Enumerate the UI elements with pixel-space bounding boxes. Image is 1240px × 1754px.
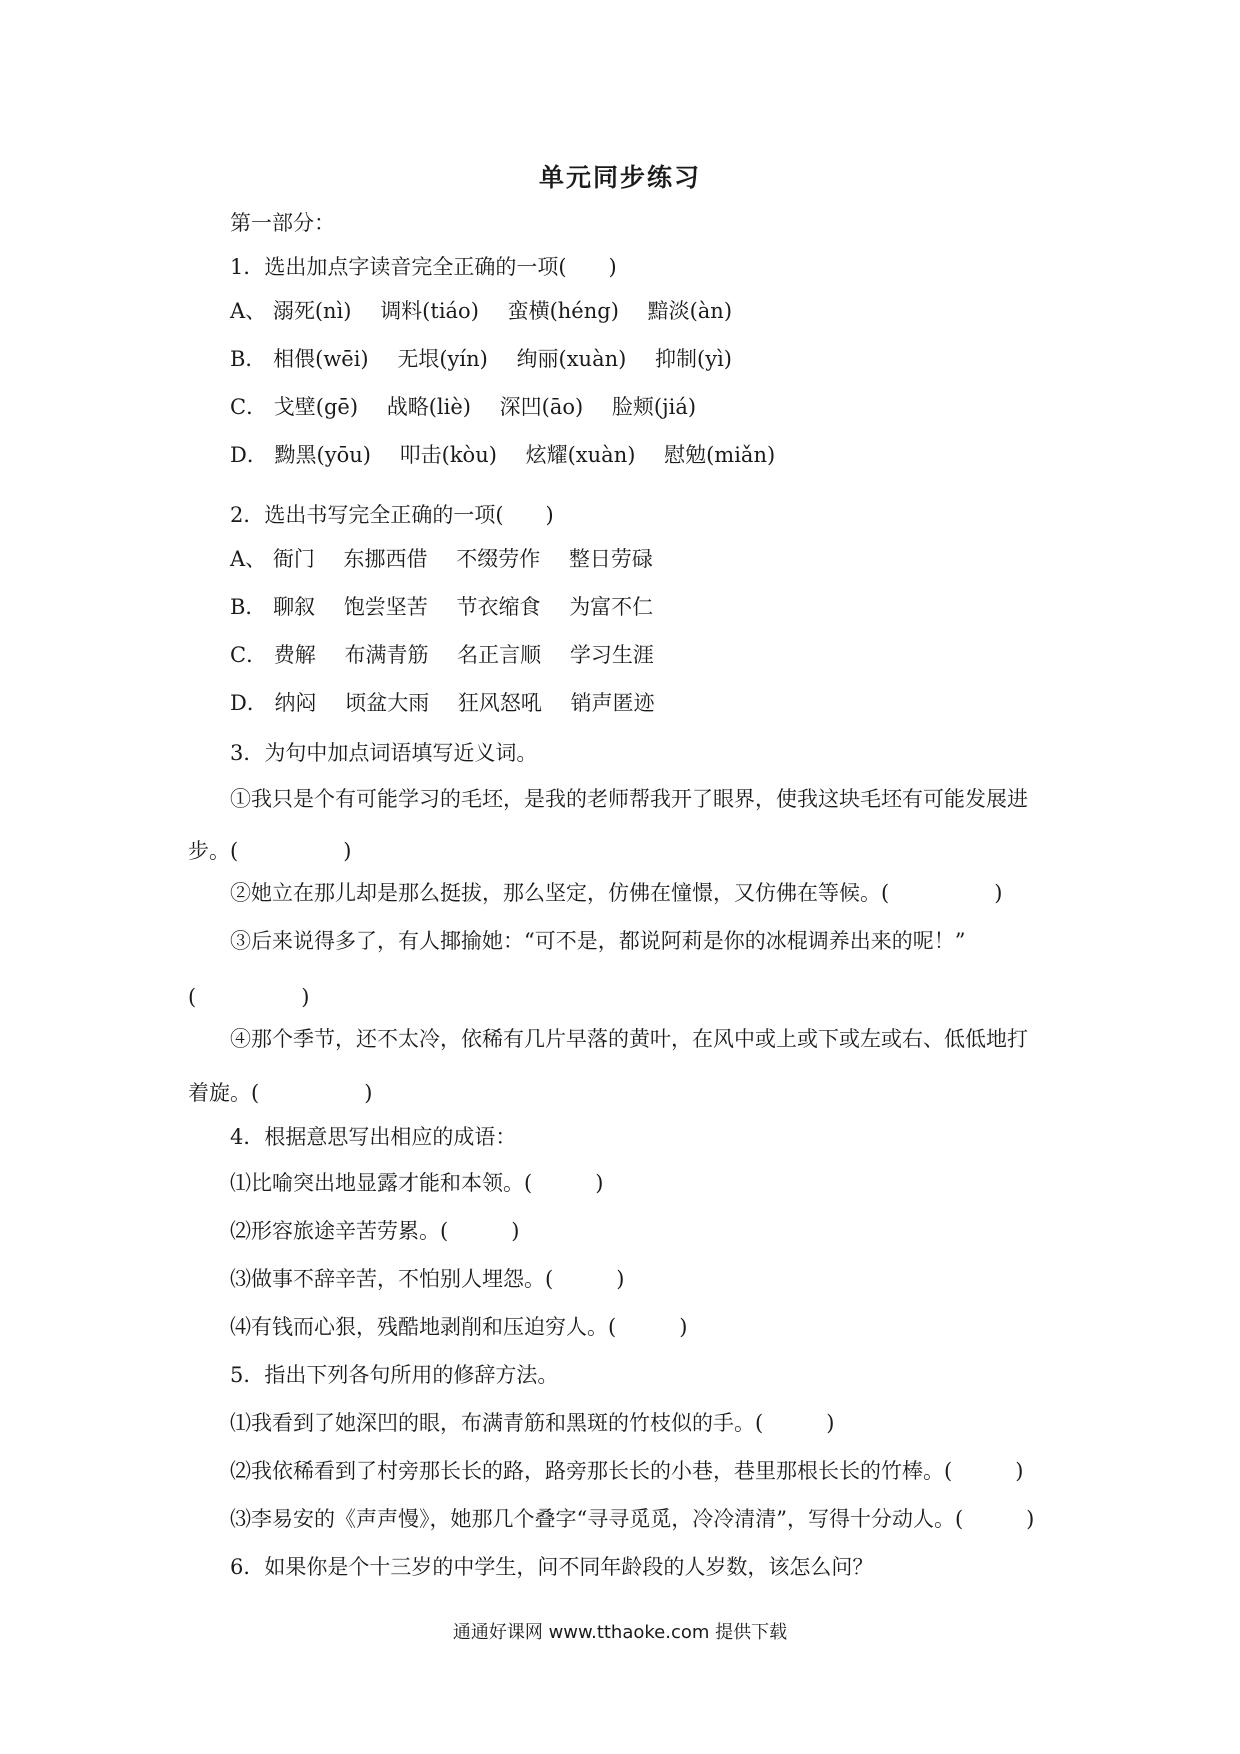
page-footer: 通通好课网 www.tthaoke.com 提供下载: [452, 1622, 788, 1643]
option-word: 布满青筋: [344, 643, 429, 667]
option-word: 纳闷: [274, 691, 317, 715]
option-word: 费解: [273, 643, 316, 667]
question-4-item: ⑷有钱而心狠，残酷地剥削和压迫穷人。( ): [230, 1315, 688, 1339]
option-word: 黯淡(àn): [647, 299, 733, 323]
option-word: 名正言顺: [457, 643, 542, 667]
question-5-stem: 5．指出下列各句所用的修辞方法。: [230, 1363, 559, 1387]
question-6-stem: 6．如果你是个十三岁的中学生，问不同年龄段的人岁数，该怎么问？: [230, 1555, 874, 1579]
question-2-option-a: [230, 544, 675, 574]
question-4-stem: 4．根据意思写出相应的成语：: [230, 1125, 517, 1149]
option-word: 销声匿迹: [570, 691, 655, 715]
question-3-sentence-1-cont: 步。( ): [188, 839, 352, 863]
section-heading: 第一部分：: [230, 211, 335, 235]
question-1-option-a: [230, 296, 754, 326]
option-word: 慰勉(miǎn): [664, 443, 776, 467]
option-word: 叩击(kòu): [399, 443, 497, 467]
question-3-sentence-3-cont: ( ): [188, 985, 310, 1009]
question-1-stem: 1．选出加点字读音完全正确的一项( ): [230, 255, 617, 279]
question-4-item: ⑶做事不辞辛苦，不怕别人埋怨。( ): [230, 1267, 625, 1291]
page-title: 单元同步练习: [538, 163, 701, 192]
option-word: 炫耀(xuàn): [525, 443, 636, 467]
question-3-sentence-3: ③后来说得多了，有人揶揄她：“可不是，都说阿莉是你的冰棍调养出来的呢！”: [230, 929, 966, 953]
question-4-item: ⑵形容旅途辛苦劳累。( ): [230, 1219, 520, 1243]
option-word: 战略(liè): [386, 395, 471, 419]
option-word: 无垠(yín): [397, 347, 488, 371]
question-1-option-b: [230, 344, 754, 374]
option-word: 衙门: [272, 547, 315, 571]
option-word: 饱尝坚苦: [343, 595, 428, 619]
option-word: 调料(tiáo): [380, 299, 479, 323]
question-2-stem: 2．选出书写完全正确的一项( ): [230, 503, 554, 527]
question-3-sentence-2: ②她立在那儿却是那么挺拔，那么坚定，仿佛在憧憬，又仿佛在等候。( ): [230, 881, 1003, 905]
question-2-option-c: [230, 640, 676, 670]
option-word: 戈壁(gē): [273, 395, 359, 419]
question-2-option-d: [230, 688, 677, 718]
option-word: 东挪西借: [343, 547, 428, 571]
question-5-item: ⑶李易安的《声声慢》，她那几个叠字“寻寻觅觅，冷冷清清”，写得十分动人。( ): [230, 1507, 1035, 1531]
option-word: 溺死(nì): [272, 299, 352, 323]
option-word: 不缀劳作: [456, 547, 541, 571]
option-label: C．: [230, 395, 268, 419]
option-label: D．: [230, 691, 268, 715]
question-2-option-b: [230, 592, 675, 622]
question-3-sentence-4: ④那个季节，还不太冷，依稀有几片早落的黄叶，在风中或上或下或左或右、低低地打: [230, 1027, 1028, 1051]
question-3-sentence-4-cont: 着旋。( ): [188, 1081, 373, 1105]
option-word: 狂风怒吼: [457, 691, 542, 715]
option-word: 绚丽(xuàn): [516, 347, 627, 371]
question-4-item: ⑴比喻突出地显露才能和本领。( ): [230, 1171, 604, 1195]
option-word: 顷盆大雨: [345, 691, 430, 715]
option-label: A、: [230, 547, 267, 571]
option-word: 学习生涯: [569, 643, 654, 667]
option-word: 蛮横(héng): [507, 299, 619, 323]
option-label: B．: [230, 347, 267, 371]
option-label: A、: [230, 299, 267, 323]
option-word: 聊叙: [273, 595, 316, 619]
question-1-option-c: [230, 392, 718, 422]
option-word: 脸颊(jiá): [611, 395, 697, 419]
question-3-stem: 3．为句中加点词语填写近义词。: [230, 741, 538, 765]
question-5-item: ⑵我依稀看到了村旁那长长的路，路旁那长长的小巷，巷里那根长长的竹棒。( ): [230, 1459, 1024, 1483]
option-word: 深凹(āo): [499, 395, 584, 419]
question-5-item: ⑴我看到了她深凹的眼，布满青筋和黑斑的竹枝似的手。( ): [230, 1411, 835, 1435]
option-label: B．: [230, 595, 267, 619]
option-word: 为富不仁: [569, 595, 654, 619]
option-label: C．: [230, 643, 268, 667]
question-1-option-d: [230, 440, 797, 470]
option-word: 黝黑(yōu): [274, 443, 371, 467]
option-word: 节衣缩食: [456, 595, 541, 619]
option-word: 整日劳碌: [568, 547, 653, 571]
question-3-sentence-1: ①我只是个有可能学习的毛坯，是我的老师帮我开了眼界，使我这块毛坯有可能发展进: [230, 787, 1028, 811]
option-label: D．: [230, 443, 268, 467]
option-word: 抑制(yì): [655, 347, 732, 371]
option-word: 相偎(wēi): [273, 347, 369, 371]
